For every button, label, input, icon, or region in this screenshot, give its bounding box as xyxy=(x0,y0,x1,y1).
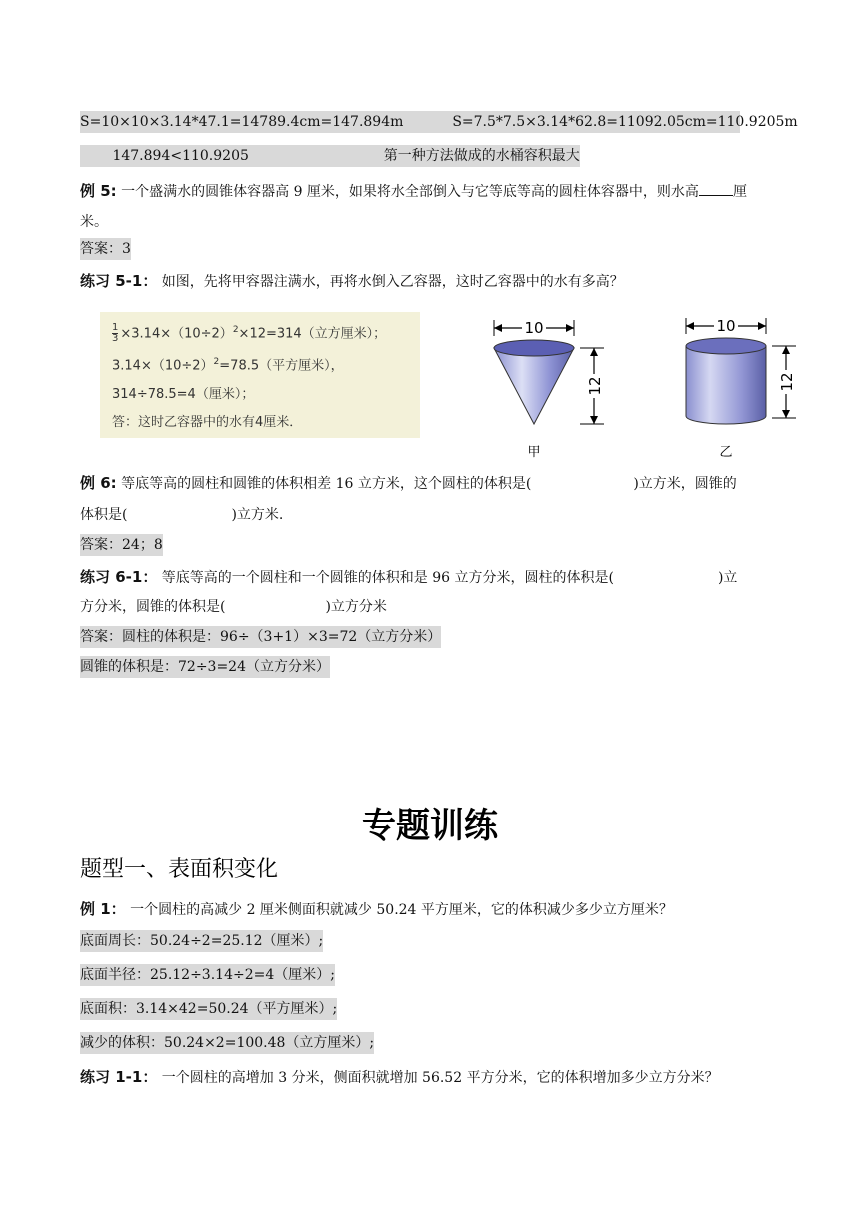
practice-6-1-answer-2: 圆锥的体积是：72÷3=24（立方分米） xyxy=(80,656,330,678)
practice-5-1-question xyxy=(80,270,624,293)
example-1-step-1: 底面周长：50.24÷2=25.12（厘米）; xyxy=(80,930,323,952)
cone-name-label: 甲 xyxy=(527,445,541,460)
practice-6-1-question xyxy=(80,566,737,589)
example-1-step-3: 底面积：3.14×42=50.24（平方厘米）; xyxy=(80,998,337,1020)
solution-line-1-b: ×12=314（立方厘米）； xyxy=(238,326,387,342)
practice-5-1-text: 如图，先将甲容器注满水，再将水倒入乙容器，这时乙容器中的水有多高？ xyxy=(161,274,624,290)
practice-1-1-question xyxy=(80,1066,719,1089)
example-5-question-cont: 米。 xyxy=(80,214,108,230)
solution-line-1-a: ×3.14×（10÷2） xyxy=(120,326,233,342)
practice-6-1-label: 练习 6-1： xyxy=(80,568,158,586)
exponent: 2 xyxy=(232,325,239,335)
solution-line-2-a: 3.14×（10÷2） xyxy=(112,358,214,374)
practice-6-1-text-a: 等底等高的一个圆柱和一个圆锥的体积和是 96 立方分米，圆柱的体积是( xyxy=(161,570,614,586)
cone-figure xyxy=(480,312,620,462)
example-5-answer: 答案：3 xyxy=(80,238,131,260)
practice-1-1-label: 练习 1-1： xyxy=(80,1068,158,1086)
example-6-question xyxy=(80,472,737,495)
example-6-text-b: )立方米，圆锥的 xyxy=(633,476,737,492)
answer-blank xyxy=(699,181,733,196)
cone-width-label: 10 xyxy=(524,319,544,337)
example-1-text: 一个圆柱的高减少 2 厘米侧面积就减少 50.24 平方厘米，它的体积减少多少立方厘米？ xyxy=(130,902,673,918)
cylinder-name-label: 乙 xyxy=(719,445,733,460)
solution-image xyxy=(100,312,420,438)
solution-line-4: 答：这时乙容器中的水有4厘米． xyxy=(112,414,303,430)
conclusion: 第一种方法做成的水桶容积最大 xyxy=(383,148,580,164)
formula-right: S=7.5*7.5×3.14*62.8=11092.05cm=110.9205m xyxy=(452,114,798,130)
exponent: 2 xyxy=(213,357,220,368)
fraction xyxy=(112,323,118,344)
solution-line-3: 314÷78.5=4（厘米）； xyxy=(112,386,255,402)
example-1-step-4: 减少的体积：50.24×2=100.48（立方厘米）; xyxy=(80,1032,374,1054)
section-subtitle: 题型一、表面积变化 xyxy=(80,857,279,882)
formula-row-1 xyxy=(80,111,798,133)
practice-6-1-text-d: )立方分米 xyxy=(325,599,387,615)
example-6-answer: 答案：24；8 xyxy=(80,534,163,556)
cylinder-figure xyxy=(672,312,812,462)
example-5-text-end: 厘 xyxy=(732,184,747,200)
example-1-question xyxy=(80,898,673,921)
fraction-numerator: 1 xyxy=(112,322,119,334)
practice-6-1-text-c: 方分米，圆锥的体积是( xyxy=(80,599,226,615)
example-5-label: 例 5: xyxy=(80,182,117,200)
practice-1-1-text: 一个圆柱的高增加 3 分米，侧面积就增加 56.52 平方分米，它的体积增加多少立方分米？ xyxy=(161,1070,719,1086)
practice-6-1-answer-1: 答案：圆柱的体积是：96÷（3+1）×3=72（立方分米） xyxy=(80,626,441,648)
section-title: 专题训练 xyxy=(362,806,498,846)
comparison: 147.894<110.9205 xyxy=(112,148,249,164)
practice-5-1-label: 练习 5-1： xyxy=(80,272,158,290)
cylinder-height-label: 12 xyxy=(778,372,796,392)
solution-line-2-b: =78.5（平方厘米）， xyxy=(219,358,344,374)
formula-row-2 xyxy=(80,145,580,167)
example-5-question xyxy=(80,180,747,203)
example-6-text-d: )立方米. xyxy=(231,507,284,523)
solution-line-2 xyxy=(112,348,408,380)
practice-6-1-question-cont xyxy=(80,596,387,618)
example-1-label: 例 1： xyxy=(80,900,126,918)
practice-6-1-text-b: )立 xyxy=(717,570,738,586)
example-6-question-cont xyxy=(80,504,283,526)
example-5-text: 一个盛满水的圆锥体容器高 9 厘米，如果将水全部倒入与它等底等高的圆柱体容器中，则水高 xyxy=(121,184,699,200)
example-6-label: 例 6: xyxy=(80,474,117,492)
example-6-text-c: 体积是( xyxy=(80,507,128,523)
cone-height-label: 12 xyxy=(586,376,604,396)
cylinder-width-label: 10 xyxy=(716,317,736,335)
fraction-denominator: 3 xyxy=(112,333,119,345)
example-6-text-a: 等底等高的圆柱和圆锥的体积相差 16 立方米，这个圆柱的体积是( xyxy=(121,476,532,492)
formula-left: S=10×10×3.14*47.1=14789.4cm=147.894m xyxy=(80,114,404,130)
solution-line-1 xyxy=(112,316,408,348)
example-1-step-2: 底面半径：25.12÷3.14÷2=4（厘米）; xyxy=(80,964,335,986)
